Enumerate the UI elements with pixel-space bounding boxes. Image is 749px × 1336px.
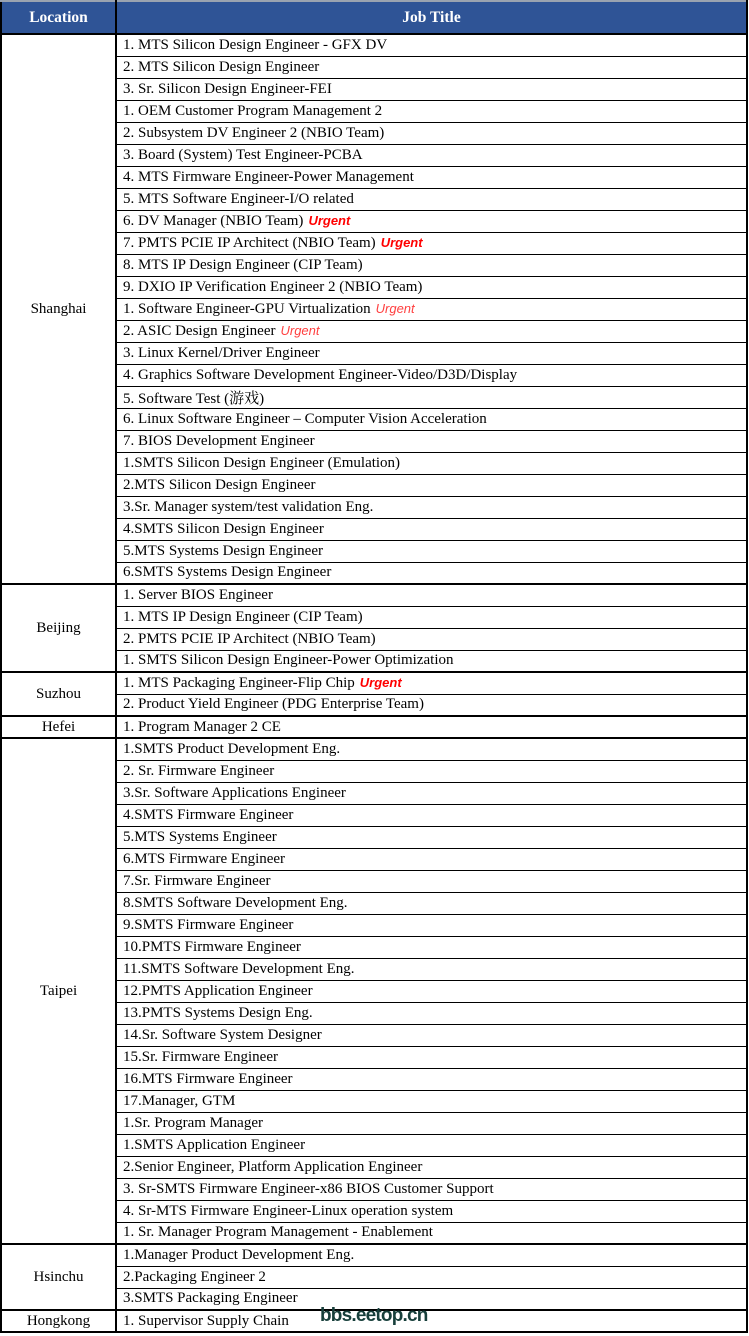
job-title-text: 1.SMTS Product Development Eng. (123, 740, 341, 757)
location-column-header: Location (1, 1, 116, 34)
job-title-cell (116, 430, 747, 452)
job-title-cell (116, 1178, 747, 1200)
job-title-cell (116, 1002, 747, 1024)
job-title-cell (116, 56, 747, 78)
job-title-cell (116, 1310, 747, 1332)
job-title-text: 4.SMTS Silicon Design Engineer (123, 520, 324, 537)
job-title-text: 2.Packaging Engineer 2 (123, 1268, 266, 1285)
job-title-cell (116, 672, 747, 694)
job-title-cell (116, 694, 747, 716)
job-title-cell (116, 782, 747, 804)
job-title-cell (116, 936, 747, 958)
job-title-cell (116, 1244, 747, 1266)
job-title-text: 14.Sr. Software System Designer (123, 1026, 322, 1043)
job-title-text: 11.SMTS Software Development Eng. (123, 960, 355, 977)
job-title-text: 1. MTS Packaging Engineer-Flip Chip (123, 674, 355, 691)
location-cell: Taipei (1, 738, 116, 1244)
job-title-text: 6.MTS Firmware Engineer (123, 850, 286, 867)
job-title-cell (116, 1200, 747, 1222)
watermark: bbs.eetop.cn (320, 1305, 428, 1326)
job-title-cell (116, 958, 747, 980)
table-row (1, 1310, 747, 1332)
job-title-cell (116, 870, 747, 892)
job-title-text: 8.SMTS Software Development Eng. (123, 894, 348, 911)
job-title-text: 1. SMTS Silicon Design Engineer-Power Optimization (123, 652, 454, 669)
job-title-text: 15.Sr. Firmware Engineer (123, 1048, 278, 1065)
job-title-cell (116, 628, 747, 650)
job-title-cell (116, 122, 747, 144)
job-title-text: 5. Software Test (游戏) (123, 390, 265, 407)
job-title-text: 2. Product Yield Engineer (PDG Enterprise Team) (123, 696, 424, 713)
job-title-text: 5. MTS Software Engineer-I/O related (123, 190, 354, 207)
job-title-cell (116, 144, 747, 166)
job-title-text: 1. Sr. Manager Program Management - Enablement (123, 1224, 433, 1241)
table-row (1, 584, 747, 606)
job-title-text: 2. PMTS PCIE IP Architect (NBIO Team) (123, 630, 376, 647)
job-title-cell (116, 848, 747, 870)
job-title-text: 4.SMTS Firmware Engineer (123, 806, 294, 823)
table-row (1, 1244, 747, 1266)
table-row (1, 738, 747, 760)
table-row (1, 716, 747, 738)
table-row (1, 672, 747, 694)
table-row (1, 34, 747, 56)
job-title-text: 7.Sr. Firmware Engineer (123, 872, 271, 889)
job-title-text: 8. MTS IP Design Engineer (CIP Team) (123, 256, 363, 273)
header-row (1, 1, 747, 34)
urgent-badge: Urgent (280, 322, 320, 338)
job-title-text: 13.PMTS Systems Design Eng. (123, 1004, 313, 1021)
location-cell: Suzhou (1, 672, 116, 716)
job-title-cell (116, 276, 747, 298)
job-title-text: 1.Sr. Program Manager (123, 1114, 263, 1131)
job-title-cell (116, 166, 747, 188)
job-title-cell (116, 540, 747, 562)
job-title-cell (116, 408, 747, 430)
location-cell: Hefei (1, 716, 116, 738)
job-title-text: 1. Server BIOS Engineer (123, 586, 273, 603)
job-title-cell (116, 320, 747, 342)
job-title-text: 3. Sr-SMTS Firmware Engineer-x86 BIOS Customer Support (123, 1180, 494, 1197)
job-title-text: 4. Graphics Software Development Engineer-Video/D3D/Display (123, 366, 518, 383)
job-title-cell (116, 364, 747, 386)
location-cell: Shanghai (1, 34, 116, 584)
job-title-text: 5.MTS Systems Design Engineer (123, 542, 323, 559)
job-title-text: 3. Linux Kernel/Driver Engineer (123, 344, 320, 361)
job-title-cell (116, 760, 747, 782)
job-title-cell (116, 716, 747, 738)
job-title-text: 1.SMTS Silicon Design Engineer (Emulation) (123, 454, 401, 471)
job-title-text: 16.MTS Firmware Engineer (123, 1070, 293, 1087)
job-title-text: 1.SMTS Application Engineer (123, 1136, 306, 1153)
job-title-cell (116, 232, 747, 254)
job-title-cell (116, 188, 747, 210)
job-title-cell (116, 1266, 747, 1288)
job-title-cell (116, 342, 747, 364)
job-title-cell (116, 738, 747, 760)
job-title-cell (116, 386, 747, 408)
job-title-text: 1. OEM Customer Program Management 2 (123, 102, 383, 119)
job-title-cell (116, 1288, 747, 1310)
job-title-text: 2.Senior Engineer, Platform Application Engineer (123, 1158, 423, 1175)
job-title-text: 17.Manager, GTM (123, 1092, 236, 1109)
job-title-cell (116, 826, 747, 848)
location-cell: Beijing (1, 584, 116, 672)
job-title-cell (116, 518, 747, 540)
job-title-cell (116, 100, 747, 122)
job-title-text: 3.Sr. Software Applications Engineer (123, 784, 346, 801)
job-title-text: 2. Sr. Firmware Engineer (123, 762, 275, 779)
job-title-text: 3. Board (System) Test Engineer-PCBA (123, 146, 363, 163)
job-title-cell (116, 562, 747, 584)
job-title-cell (116, 298, 747, 320)
job-title-cell (116, 980, 747, 1002)
job-title-cell (116, 1068, 747, 1090)
location-cell: Hongkong (1, 1310, 116, 1332)
job-title-cell (116, 496, 747, 518)
job-title-text: 3.Sr. Manager system/test validation Eng. (123, 498, 374, 515)
job-title-text: 3.SMTS Packaging Engineer (123, 1290, 298, 1307)
job-title-cell (116, 1112, 747, 1134)
job-title-cell (116, 914, 747, 936)
job-title-cell (116, 474, 747, 496)
job-title-cell (116, 892, 747, 914)
job-title-text: 1. MTS Silicon Design Engineer - GFX DV (123, 36, 388, 53)
job-title-cell (116, 1046, 747, 1068)
job-title-text: 2.MTS Silicon Design Engineer (123, 476, 316, 493)
job-title-text: 2. ASIC Design Engineer (123, 322, 276, 339)
job-title-text: 2. Subsystem DV Engineer 2 (NBIO Team) (123, 124, 385, 141)
urgent-badge: Urgent (380, 234, 423, 250)
job-title-cell (116, 210, 747, 232)
job-title-cell (116, 34, 747, 56)
job-title-cell (116, 1134, 747, 1156)
job-title-text: 7. PMTS PCIE IP Architect (NBIO Team) (123, 234, 376, 251)
job-title-text: 4. MTS Firmware Engineer-Power Management (123, 168, 414, 185)
job-title-text: 1. Software Engineer-GPU Virtualization (123, 300, 371, 317)
job-title-text: 6. Linux Software Engineer – Computer Vision Acceleration (123, 410, 487, 427)
job-title-text: 6.SMTS Systems Design Engineer (123, 564, 332, 581)
job-title-cell (116, 254, 747, 276)
urgent-badge: Urgent (308, 212, 351, 228)
urgent-badge: Urgent (375, 300, 415, 316)
job-title-text: 7. BIOS Development Engineer (123, 432, 315, 449)
job-title-cell (116, 1222, 747, 1244)
job-title-cell (116, 584, 747, 606)
location-cell: Hsinchu (1, 1244, 116, 1310)
job-title-text: 6. DV Manager (NBIO Team) (123, 212, 304, 229)
job-title-cell (116, 452, 747, 474)
job-title-text: 5.MTS Systems Engineer (123, 828, 277, 845)
job-title-text: 10.PMTS Firmware Engineer (123, 938, 301, 955)
urgent-badge: Urgent (359, 674, 402, 690)
job-title-text: 9. DXIO IP Verification Engineer 2 (NBIO Team) (123, 278, 423, 295)
job-title-text: 1.Manager Product Development Eng. (123, 1246, 355, 1263)
job-title-cell (116, 1156, 747, 1178)
job-title-cell (116, 1090, 747, 1112)
job-title-text: 12.PMTS Application Engineer (123, 982, 313, 999)
job-title-cell (116, 804, 747, 826)
job-title-text: 1. Program Manager 2 CE (123, 718, 281, 735)
job-title-text: 3. Sr. Silicon Design Engineer-FEI (123, 80, 332, 97)
job-title-cell (116, 606, 747, 628)
job-title-cell (116, 1024, 747, 1046)
job-title-text: 4. Sr-MTS Firmware Engineer-Linux operation system (123, 1202, 454, 1219)
job-title-text: 9.SMTS Firmware Engineer (123, 916, 294, 933)
job-title-cell (116, 78, 747, 100)
job-title-text: 2. MTS Silicon Design Engineer (123, 58, 320, 75)
job-title-text: 1. MTS IP Design Engineer (CIP Team) (123, 608, 363, 625)
table-body (1, 34, 747, 1332)
job-title-column-header: Job Title (116, 1, 747, 34)
job-title-cell (116, 650, 747, 672)
job-title-text: 1. Supervisor Supply Chain (123, 1312, 289, 1329)
